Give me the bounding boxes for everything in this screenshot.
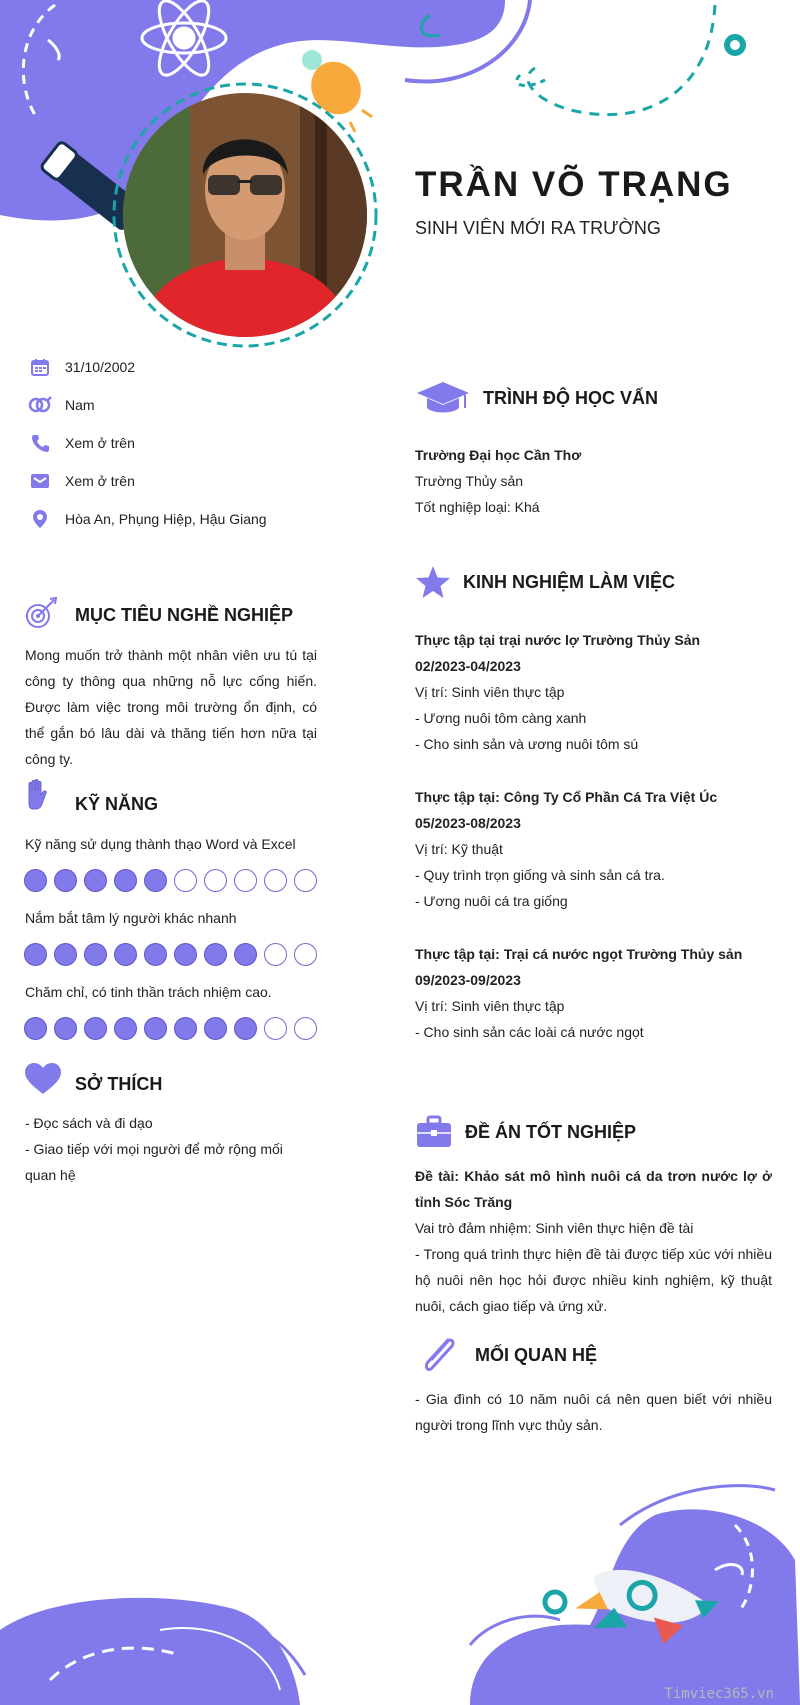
rating-dot-filled — [174, 1017, 197, 1040]
education-faculty: Trường Thủy sản — [415, 473, 524, 489]
rating-dot-empty — [204, 869, 227, 892]
job-line: Vị trí: Kỹ thuật — [415, 841, 503, 857]
info-address-text: Hòa An, Phụng Hiệp, Hậu Giang — [65, 511, 267, 527]
rating-dot-filled — [54, 943, 77, 966]
rating-dot-filled — [84, 869, 107, 892]
skill-name: Kỹ năng sử dụng thành thạo Word và Excel — [25, 836, 296, 852]
info-gender — [25, 391, 95, 419]
paperclip-icon — [418, 1334, 460, 1381]
job-line: - Quy trình trọn giống và sinh sản cá tra. — [415, 867, 665, 883]
rating-dot-filled — [144, 869, 167, 892]
rating-dot-filled — [54, 1017, 77, 1040]
rating-dot-empty — [264, 943, 287, 966]
hobby-item: - Đọc sách và đi dạo — [25, 1115, 153, 1131]
rating-dot-filled — [234, 943, 257, 966]
rating-dot-filled — [234, 1017, 257, 1040]
thesis-text: - Trong quá trình thực hiện đề tài được tiếp xúc với nhiều hộ nuôi nên học hỏi được nhiều kinh nghiệm, kỹ thuật nuôi, cách giao tiếp và ứng xử. — [415, 1246, 772, 1314]
skill-name: Chăm chỉ, có tinh thần trách nhiệm cao. — [25, 984, 272, 1000]
rating-dot-empty — [264, 869, 287, 892]
rating-dot-filled — [144, 943, 167, 966]
rating-dot-filled — [84, 1017, 107, 1040]
watermark: Timviec365.vn — [664, 1686, 774, 1702]
relations-text: - Gia đình có 10 năm nuôi cá nên quen biết với nhiều người trong lĩnh vực thủy sản. — [415, 1391, 772, 1433]
job-period: 09/2023-09/2023 — [415, 972, 521, 988]
location-icon — [25, 507, 55, 531]
rating-dot-filled — [204, 943, 227, 966]
rating-dot-filled — [84, 943, 107, 966]
skills-title: KỸ NĂNG — [75, 794, 159, 814]
info-phone — [25, 429, 135, 457]
email-icon — [25, 469, 55, 493]
info-phone-text: Xem ở trên — [65, 435, 135, 451]
graduation-cap-icon — [415, 380, 471, 421]
thesis-title: ĐỀ ÁN TỐT NGHIỆP — [465, 1122, 637, 1142]
rating-dot-filled — [54, 869, 77, 892]
candidate-title: SINH VIÊN MỚI RA TRƯỜNG — [415, 218, 661, 238]
info-birthday — [25, 353, 135, 381]
calendar-icon — [25, 355, 55, 379]
education-school: Trường Đại học Cần Thơ — [415, 447, 582, 463]
rating-dot-empty — [294, 869, 317, 892]
job-period: 05/2023-08/2023 — [415, 815, 521, 831]
info-address — [25, 505, 267, 533]
briefcase-icon — [415, 1115, 453, 1154]
rating-dot-filled — [114, 1017, 137, 1040]
rating-dot-filled — [24, 943, 47, 966]
info-email — [25, 467, 135, 495]
job-heading: Thực tập tại trại nước lợ Trường Thủy Sản — [415, 632, 701, 648]
skill-rating — [24, 1017, 317, 1040]
rating-dot-filled — [174, 943, 197, 966]
job-heading: Thực tập tại: Công Ty Cổ Phần Cá Tra Việt Úc — [415, 789, 718, 805]
rating-dot-filled — [114, 943, 137, 966]
heart-icon — [24, 1062, 62, 1101]
rating-dot-empty — [294, 943, 317, 966]
objective-title: MỤC TIÊU NGHỀ NGHIỆP — [75, 605, 294, 625]
footer-decoration — [0, 1480, 800, 1705]
education-grade: Tốt nghiệp loại: Khá — [415, 499, 540, 515]
rating-dot-filled — [204, 1017, 227, 1040]
job-line: - Cho sinh sản các loài cá nước ngọt — [415, 1024, 644, 1040]
profile-photo — [110, 80, 380, 350]
rating-dot-filled — [24, 869, 47, 892]
job-line: Vị trí: Sinh viên thực tập — [415, 684, 565, 700]
hobbies-title: SỞ THÍCH — [75, 1074, 163, 1094]
rating-dot-filled — [114, 869, 137, 892]
job-line: - Cho sinh sản và ương nuôi tôm sú — [415, 736, 639, 752]
info-email-text: Xem ở trên — [65, 473, 135, 489]
experience-title: KINH NGHIỆM LÀM VIỆC — [463, 572, 676, 592]
candidate-name: TRẦN VÕ TRẠNG — [415, 165, 733, 204]
job-line: Vị trí: Sinh viên thực tập — [415, 998, 565, 1014]
star-icon — [415, 565, 451, 604]
phone-icon — [25, 431, 55, 455]
job-line: - Ương nuôi tôm càng xanh — [415, 710, 587, 726]
thesis-role: Vai trò đảm nhiệm: Sinh viên thực hiện đề tài — [415, 1220, 694, 1236]
skill-rating — [24, 869, 317, 892]
education-title: TRÌNH ĐỘ HỌC VẤN — [483, 388, 658, 408]
rating-dot-empty — [174, 869, 197, 892]
rating-dot-empty — [294, 1017, 317, 1040]
skill-rating — [24, 943, 317, 966]
rating-dot-filled — [144, 1017, 167, 1040]
rating-dot-empty — [234, 869, 257, 892]
objective-text: Mong muốn trở thành một nhân viên ưu tú tại công ty thông qua những nỗ lực cống hiến. Được làm việc trong môi trường ổn định, có thể gắn bó lâu dài và thăng tiến hơn nữa tại công ty. — [25, 647, 317, 767]
rating-dot-empty — [264, 1017, 287, 1040]
info-birthday-text: 31/10/2002 — [65, 359, 136, 375]
hobby-item: - Giao tiếp với mọi người để mở rộng mối quan hệ — [25, 1141, 283, 1183]
thesis-topic: Đề tài: Khảo sát mô hình nuôi cá da trơn nước lợ ở tỉnh Sóc Trăng — [415, 1168, 772, 1210]
info-gender-text: Nam — [65, 397, 95, 413]
job-line: - Ương nuôi cá tra giống — [415, 893, 568, 909]
hand-icon — [24, 778, 50, 817]
job-period: 02/2023-04/2023 — [415, 658, 521, 674]
skill-name: Nắm bắt tâm lý người khác nhanh — [25, 910, 237, 926]
gender-icon — [25, 393, 55, 417]
relations-title: MỐI QUAN HỆ — [475, 1345, 598, 1365]
target-icon — [24, 596, 58, 635]
rating-dot-filled — [24, 1017, 47, 1040]
job-heading: Thực tập tại: Trại cá nước ngọt Trường Thủy sản — [415, 946, 743, 962]
